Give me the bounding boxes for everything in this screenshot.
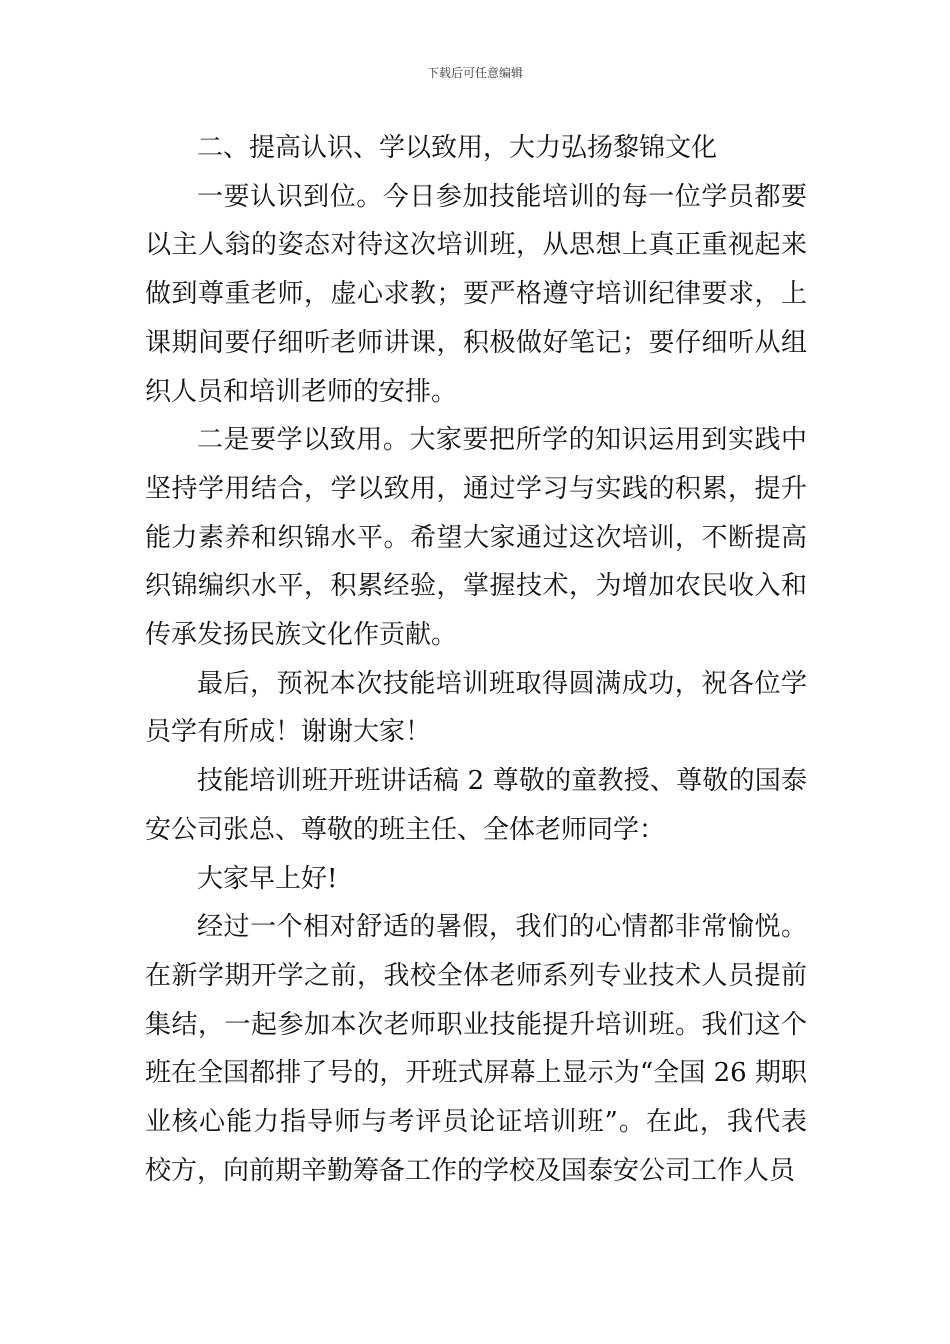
paragraph: 经过一个相对舒适的暑假，我们的心情都非常愉悦。在新学期开学之前，我校全体老师系列专业技术人员提前集结，一起参加本次老师职业技能提升培训班。我们这个班在全国都排了号的，开班式屏幕上显示为“全国 26 期职业核心能力指导师与考评员论证培训班”。在此，我代表校方，向前期辛勤筹备工作的学校及国泰安公司工作人员 [145, 912, 807, 1186]
paragraph: 最后，预祝本次技能培训班取得圆满成功，祝各位学员学有所成！谢谢大家！ [145, 668, 807, 748]
page-header: 下载后可任意编辑 [426, 66, 523, 80]
paragraph-greeting: 大家早上好! [197, 863, 338, 894]
paragraph: 一要认识到位。今日参加技能培训的每一位学员都要以主人翁的姿态对待这次培训班，从思想上真正重视起来做到尊重老师，虚心求教；要严格遵守培训纪律要求，上课期间要仔细听老师讲课，积极做好笔记；要仔细听从组织人员和培训老师的安排。 [145, 181, 807, 407]
paragraph-section-heading: 二、提高认识、学以致用，大力弘扬黎锦文化 [197, 133, 718, 163]
paragraph: 二是要学以致用。大家要把所学的知识运用到实践中坚持学用结合，学以致用，通过学习与实践的积累，提升能力素养和织锦水平。希望大家通过这次培训，不断提高织锦编织水平，积累经验，掌握技术，为增加农民收入和传承发扬民族文化作贡献。 [145, 425, 807, 651]
document-body [145, 124, 807, 1195]
paragraph: 技能培训班开班讲话稿 2 尊敬的童教授、尊敬的国泰安公司张总、尊敬的班主任、全体老师同学： [145, 766, 807, 845]
